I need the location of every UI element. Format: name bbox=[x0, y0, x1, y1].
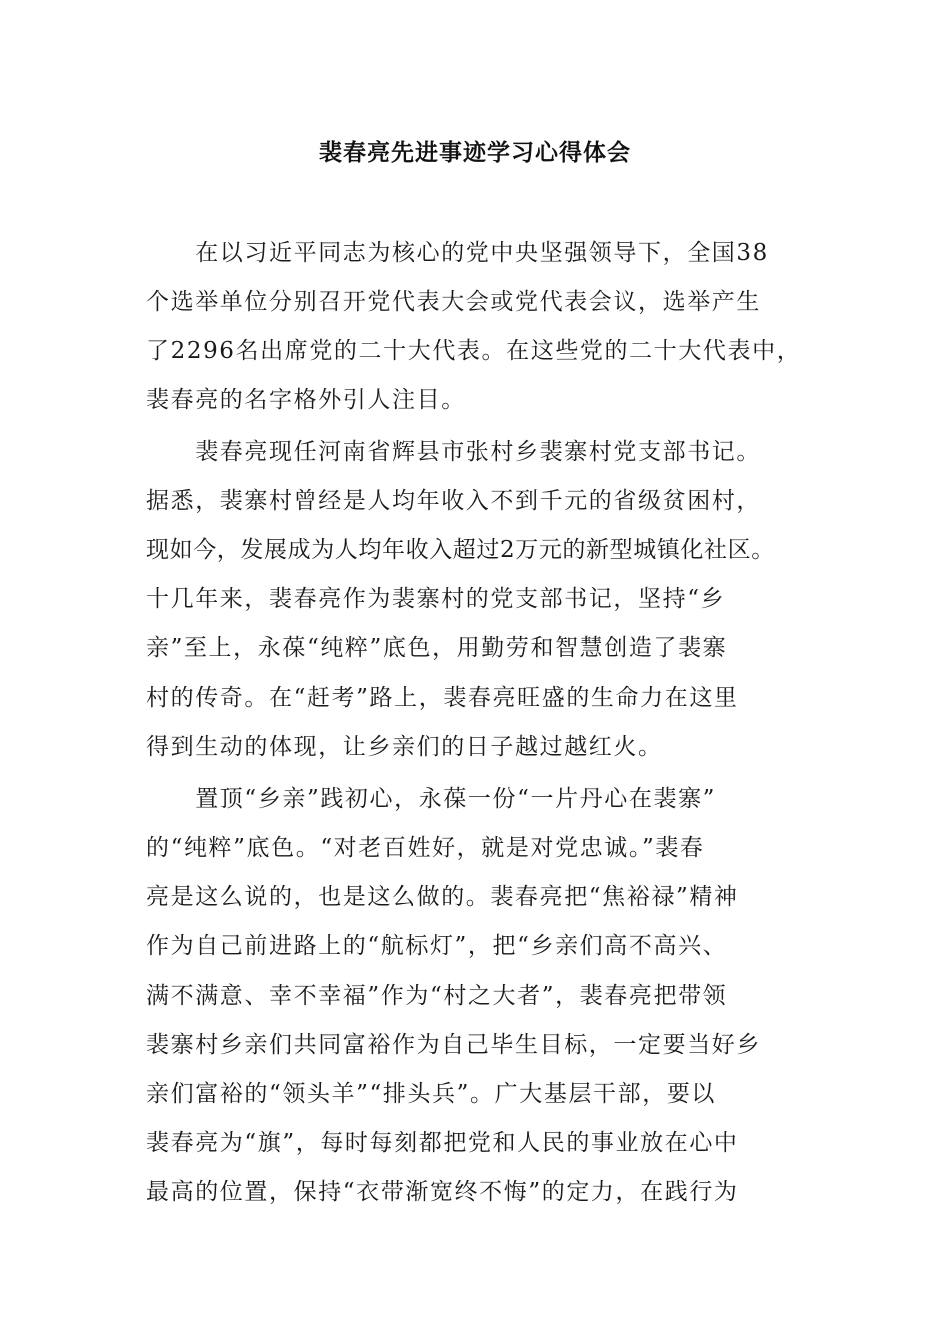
paragraph-line: 裴春亮的名字格外引人注目。 bbox=[146, 387, 466, 413]
paragraph-line: 了2296名出席党的二十大代表。在这些党的二十大代表中， bbox=[146, 338, 802, 364]
paragraph-line: 亲们富裕的“领头羊”“排头兵”。广大基层干部，要以 bbox=[146, 1081, 717, 1107]
paragraph-line: 现如今，发展成为人均年收入超过2万元的新型城镇化社区。 bbox=[146, 537, 775, 563]
paragraph-line: 裴寨村乡亲们共同富裕作为自己毕生目标，一定要当好乡 bbox=[146, 1032, 761, 1058]
paragraph-line: 最高的位置，保持“衣带渐宽终不悔”的定力，在践行为 bbox=[146, 1179, 739, 1205]
paragraph-line: 十几年来，裴春亮作为裴寨村的党支部书记，坚持“乡 bbox=[146, 586, 726, 612]
paragraph-line: 裴春亮现任河南省辉县市张村乡裴寨村党支部书记。 bbox=[146, 439, 761, 465]
paragraph-line: 的“纯粹”底色。“对老百姓好，就是对党忠诚。”裴春 bbox=[146, 835, 705, 861]
paragraph-line: 亮是这么说的，也是这么做的。裴春亮把“焦裕禄”精神 bbox=[146, 884, 739, 910]
paragraph-line: 在以习近平同志为核心的党中央坚强领导下，全国38 bbox=[146, 240, 769, 266]
paragraph-line: 作为自己前进路上的“航标灯”，把“乡亲们高不高兴、 bbox=[146, 933, 728, 959]
paragraph-line: 裴春亮为“旗”，每时每刻都把党和人民的事业放在心中 bbox=[146, 1130, 739, 1156]
paragraph-line: 村的传奇。在“赶考”路上，裴春亮旺盛的生命力在这里 bbox=[146, 685, 739, 711]
paragraph-line: 个选举单位分别召开党代表大会或党代表会议，选举产生 bbox=[146, 289, 761, 315]
paragraph-line: 满不满意、幸不幸福”作为“村之大者”，裴春亮把带领 bbox=[146, 983, 728, 1009]
paragraph-line: 得到生动的体现，让乡亲们的日子越过越红火。 bbox=[146, 734, 663, 760]
document-title: 裴春亮先进事迹学习心得体会 bbox=[319, 139, 631, 166]
paragraph-line: 置顶“乡亲”践初心，永葆一份“一片丹心在裴寨” bbox=[146, 786, 717, 812]
paragraph-line: 据悉，裴寨村曾经是人均年收入不到千元的省级贫困村， bbox=[146, 488, 761, 514]
paragraph-line: 亲”至上，永葆“纯粹”底色，用勤劳和智慧创造了裴寨 bbox=[146, 635, 728, 661]
